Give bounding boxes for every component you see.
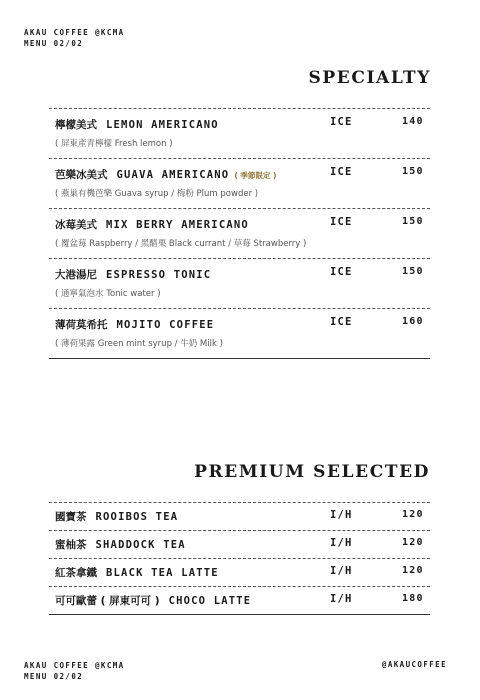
item-name — [55, 537, 186, 552]
menu-item — [49, 258, 430, 308]
item-price: 120 — [402, 509, 424, 520]
item-price: 140 — [402, 116, 424, 127]
item-desc: ( 屏東產青檸檬 Fresh lemon ) — [55, 139, 173, 149]
item-name — [55, 509, 178, 524]
item-desc: ( 通寧氣泡水 Tonic water ) — [55, 289, 161, 299]
item-name-en: SHADDOCK TEA — [95, 539, 186, 551]
menu-item — [49, 158, 430, 208]
menu-item — [49, 502, 430, 530]
item-name-zh: 國寶茶 — [55, 511, 87, 523]
seasonal-tag: ( 季節限定 ) — [234, 171, 277, 180]
item-temp: ICE — [330, 166, 353, 178]
item-name-en: CHOCO LATTE — [168, 595, 252, 607]
item-temp: I/H — [330, 537, 353, 549]
item-temp: I/H — [330, 509, 353, 521]
footer — [24, 660, 125, 682]
item-name-en: ROOIBOS TEA — [95, 511, 179, 523]
item-desc: ( 薄荷果露 Green mint syrup / 牛奶 Milk ) — [55, 339, 223, 349]
instagram-handle: @AKAUCOFFEE — [381, 660, 447, 669]
item-temp: ICE — [330, 216, 353, 228]
item-temp: I/H — [330, 593, 353, 605]
item-name — [55, 117, 219, 132]
item-name-en: MIX BERRY AMERICANO — [106, 219, 249, 231]
footer-page: MENU 02/02 — [24, 672, 84, 681]
item-name — [55, 217, 249, 232]
item-temp: I/H — [330, 565, 353, 577]
item-name — [55, 267, 211, 282]
item-price: 120 — [402, 537, 424, 548]
footer-brand: AKAU COFFEE @KCMA — [24, 661, 125, 670]
menu-item — [49, 586, 430, 614]
item-temp: ICE — [330, 116, 353, 128]
item-name-en: GUAVA AMERICANO — [116, 169, 230, 181]
item-name — [55, 317, 214, 332]
header-page: MENU 02/02 — [24, 39, 84, 48]
item-name-zh: 可可歐蕾 ( 屏東可可 ) — [55, 595, 160, 607]
item-name-en: LEMON AMERICANO — [106, 119, 219, 131]
item-name-zh: 紅茶拿鐵 — [55, 567, 97, 579]
item-price: 150 — [402, 166, 424, 177]
section-end-rule — [49, 358, 430, 359]
menu-item — [49, 530, 430, 558]
item-name-zh: 薄荷莫希托 — [55, 319, 108, 331]
premium-menu — [49, 502, 430, 615]
item-name-en: ESPRESSO TONIC — [106, 269, 212, 281]
item-price: 120 — [402, 565, 424, 576]
premium-title: PREMIUM SELECTED — [194, 462, 430, 482]
menu-item — [49, 308, 430, 358]
item-price: 150 — [402, 266, 424, 277]
item-name-zh: 檸檬美式 — [55, 119, 97, 131]
item-name-en: BLACK TEA LATTE — [106, 567, 219, 579]
item-name — [55, 593, 251, 608]
item-name-zh: 冰莓美式 — [55, 219, 97, 231]
item-name-zh: 芭樂冰美式 — [55, 169, 108, 181]
menu-item — [49, 558, 430, 586]
menu-item — [49, 108, 430, 158]
specialty-title: SPECIALTY — [308, 68, 431, 88]
item-price: 180 — [402, 593, 424, 604]
item-desc: ( 燕巢有機芭樂 Guava syrup / 梅粉 Plum powder ) — [55, 189, 259, 199]
item-temp: ICE — [330, 316, 353, 328]
item-temp: ICE — [330, 266, 353, 278]
item-name-zh: 大港湯尼 — [55, 269, 97, 281]
item-price: 150 — [402, 216, 424, 227]
item-price: 160 — [402, 316, 424, 327]
header — [24, 27, 125, 49]
item-name-en: MOJITO COFFEE — [116, 319, 215, 331]
item-name-zh: 蜜柚茶 — [55, 539, 87, 551]
item-name — [55, 167, 276, 182]
menu-item — [49, 208, 430, 258]
section-end-rule — [49, 614, 430, 615]
specialty-menu — [49, 108, 430, 359]
item-name — [55, 565, 219, 580]
item-desc: ( 覆盆莓 Raspberry / 黑醋栗 Black currant / 草莓 Strawberry ) — [55, 239, 307, 249]
header-brand: AKAU COFFEE @KCMA — [24, 28, 125, 37]
